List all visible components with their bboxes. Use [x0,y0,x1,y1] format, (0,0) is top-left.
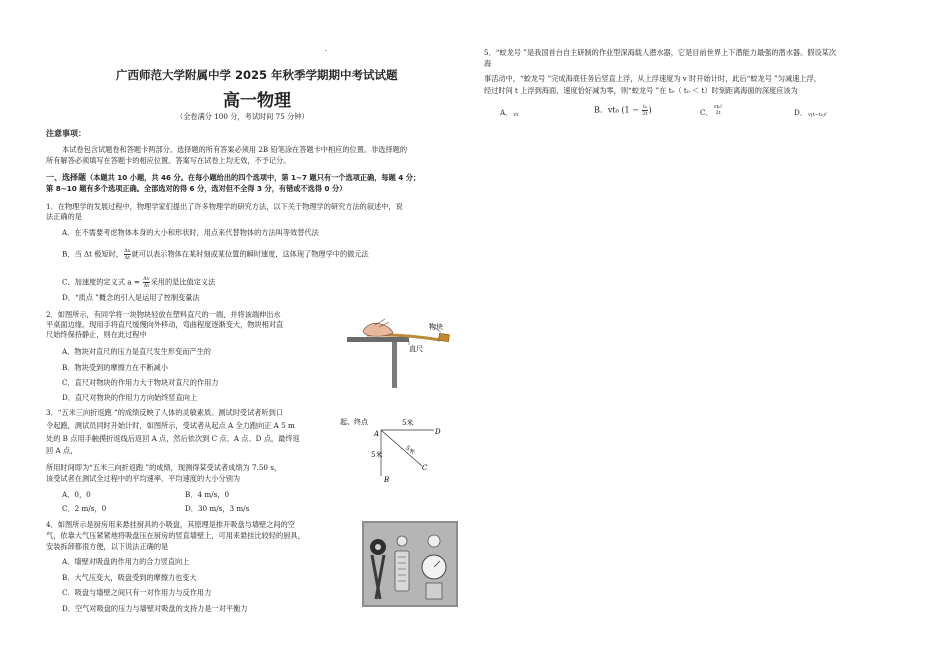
dist-top-label: 5米 [402,419,414,427]
block-shape [438,333,449,341]
q5-option-d: D． v(t−t₀)² [794,108,827,118]
subject-title: 高一物理 [223,91,291,111]
q1-option-a: A．在不需要考虑物体本身的大小和形状时，用点来代替物体的方法叫等效替代法 [62,228,319,237]
q4-option-b: B．大气压变大，吸盘受到的摩擦力也变大 [62,573,197,582]
notice-line2: 所有解答必须填写在答题卡的相应位置。答案写在试卷上均无效，不予记分。 [46,156,291,165]
point-b-label: B [384,476,390,484]
section1-heading: 一、选择题 [46,173,86,182]
q1-stem-1: 1．在物理学的发展过程中，物理学家们提出了许多物理学的研究方法，以下关于物理学的研究方法的叙述中，说 [46,202,403,211]
q4-stem-3: 安装拆卸都很方便，以下说法正确的是 [46,542,169,551]
table-top [347,337,409,342]
q2-option-d: D．直尺对物块的作用力方向始终竖直向上 [62,393,198,402]
point-c-label: C [422,464,428,472]
q3-stem-3: 处的 B 点用手触摸折返线后返回 A 点，然后依次到 C 点、A 点、D 点，最终返 [46,434,300,443]
label-block: 物块 [429,323,443,331]
q3-figure [338,412,448,487]
notice-heading: 注意事项： [46,129,86,138]
section1-line1 [46,173,420,183]
q1-option-c: C．加速度的定义式 a = $\frac{\Delta v}{\Delta t}$ 采用的是比值定义法 [62,276,216,289]
q3-option-b: B．4 m/s，0 [185,490,230,499]
q5-option-a: A． vt [500,108,519,118]
q5-stem-3: 事活动中，“蛟龙号 ”完成海底任务后竖直上浮，从上浮速度为 v 时开始计时，此后“蛟龙号 ”匀减速上浮， [484,74,821,83]
point-d-label: D [435,428,441,436]
q1-stem-2: 法正确的是 [46,212,82,221]
table-leg [392,342,397,388]
q4-photo [362,521,458,607]
q4-option-c: C．吸盘与墙壁之间只有一对作用力与反作用力 [62,588,212,597]
section1-rule2: 第 8~10 题有多个选项正确。全部选对的得 6 分，选对但不全得 3 分，有错或不选得 0 分） [46,184,347,193]
q4-stem-2: 气，依靠大气压紧紧地将吸盘压在厨房的竖直墙壁上，可用来悬挂比较轻的厨具， [46,531,305,540]
q2-option-a: A．物块对直尺的压力是直尺发生形变而产生的 [62,347,211,356]
top-dot: . [325,44,328,53]
q3-stem-6: 该受试者在测试全过程中的平均速率、平均速度的大小分别为 [46,474,241,483]
q2-stem-1: 2．如图所示，有同学将一块物块轻放在塑料直尺的一端，并将该端伸出水 [46,310,281,319]
label-ruler: 直尺 [409,345,423,353]
q4-option-d: D．空气对吸盘的压力与墙壁对吸盘的支持力是一对平衡力 [62,604,248,613]
school-title: 广西师范大学附属中学 2025 年秋季学期期中考试试题 [116,68,398,82]
dist-left-label: 5米 [371,451,383,459]
q5-stem-2: 海 [484,59,492,68]
q3-stem-4: 回 A 点， [46,446,78,455]
q3-stem-2: 令起跑，测试员同时开始计时，如图所示，受试者从起点 A 全力跑向正 A 5 m [46,421,295,430]
q3-stem-1: 3．“五米三向折返跑 ”的成绩反映了人体的灵敏素质。测试时受试者听到口 [46,408,284,417]
q2-stem-3: 尺始终保持静止，则在此过程中 [46,330,147,339]
q1-option-d: D．“质点 ”概念的引入是运用了控制变量法 [62,293,200,302]
fig-start-label: 起、终点 [340,418,368,426]
hand-icon [363,319,393,336]
point-a-label: A [374,430,380,438]
q3-option-a: A．0，0 [62,490,91,499]
q4-option-a: A．墙壁对吸盘的作用力的合力竖直向上 [62,557,190,566]
q2-option-c: C．直尺对物块的作用力大于物块对直尺的作用力 [62,378,219,387]
q5-option-b: B．vt₀ (1 − $\frac{\text{t₀}}{2t}$ ) [594,104,652,117]
q2-stem-2: 平桌面边缘。现用手将直尺缓慢向外移动，弯曲程度逐渐变大，物块相对直 [46,320,284,329]
q3-option-c: C．2 m/s，0 [62,504,107,513]
q2-option-b: B．物块受到的摩擦力在不断减小 [62,363,168,372]
dist-diag-label: 5米 [403,444,416,457]
q4-stem-1: 4．如图所示是厨房用来悬挂厨具的小吸盘，其原理是排开吸盘与墙壁之间的空 [46,520,295,529]
q3-stem-5: 所用时间即为“五米三向折返跑 ”的成绩，现测得某受试者成绩为 7.50 s， [46,463,282,472]
q3-option-d: D．30 m/s，3 m/s [185,504,250,513]
section1-rule1: （本题共 10 小题，共 46 分。在每小题给出的四个选项中，第 1~7 题只有一个选项正确，每题 4 分； [86,173,421,182]
q5-option-c: C． vt₀² 2t [700,104,723,117]
path-ac [381,430,422,466]
q5-stem-4: 经过时间 t 上浮到海面，速度恰好减为零，则“蛟龙号 ”在 t₀（ t₀ ＜ t）时刻距离海面的深度应该为 [484,86,798,95]
q2-figure [345,315,465,390]
exam-info: （全卷满分 100 分，考试时间 75 分钟） [176,112,309,121]
q1-option-b: B．当 Δt 极短时， $\frac{\Delta x}{\Delta t}$ 就可以表示物体在某时刻或某位置的瞬时速度，这体现了物理学中的微元法 [62,248,369,261]
notice-line1: 本试卷包含试题卷和答题卡两部分。选择题的所有答案必须用 2B 铅笔涂在答题卡中相应的位置。非选择题的 [62,145,408,154]
q5-stem-1: 5．“蛟龙号 ”是我国首台自主研制的作业型深海载人潜水器，它是目前世界上下潜能力最强的潜水器。假设某次 [484,48,837,57]
